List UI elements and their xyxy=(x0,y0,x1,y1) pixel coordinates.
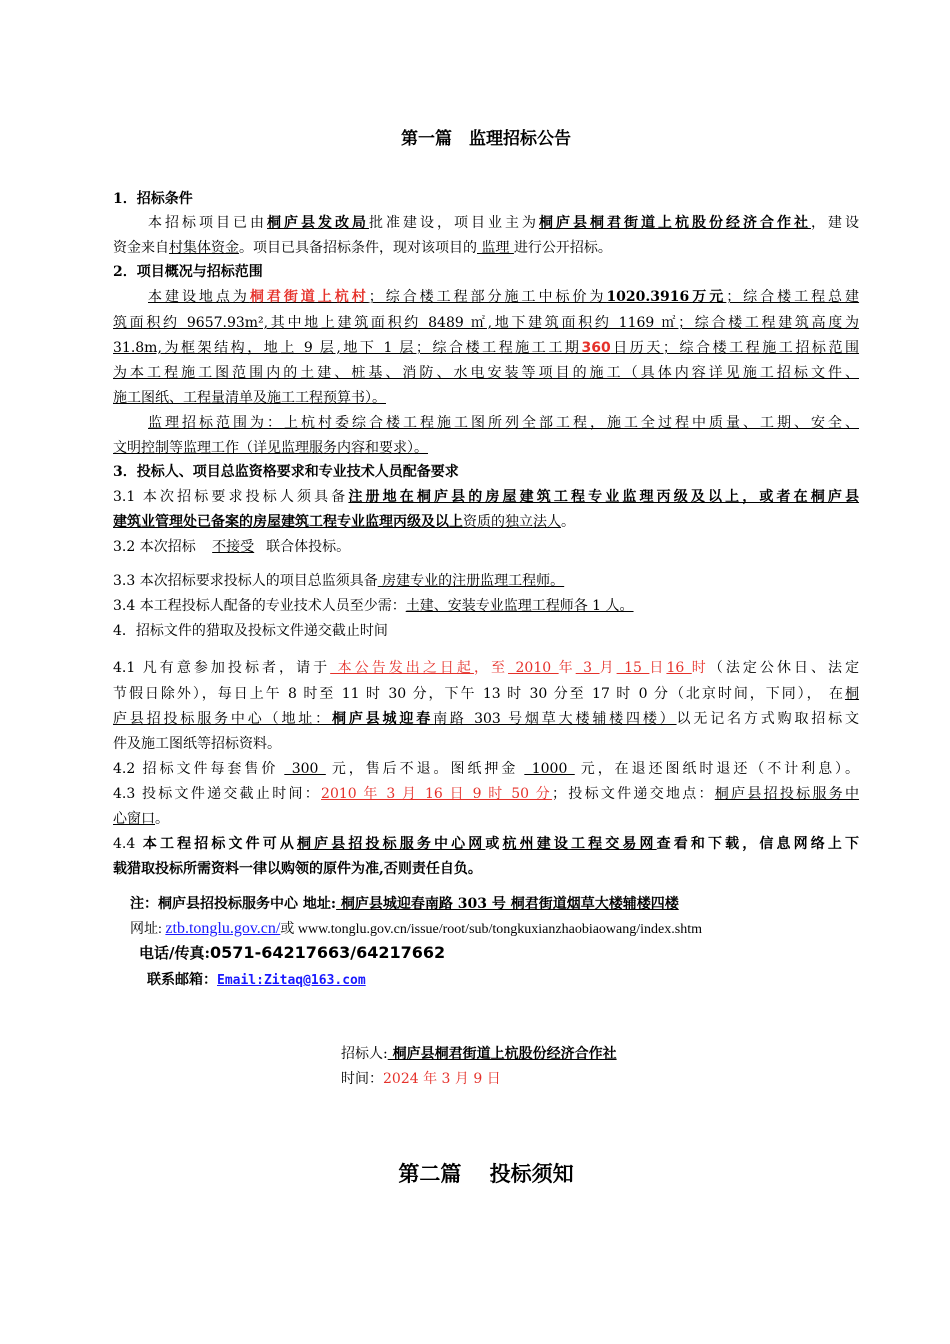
s4-heading: 4．招标文件的猎取及投标文件递交截止时间 xyxy=(113,623,388,639)
s2-line6: 监理招标范围为：上杭村委综合楼工程施工图所列全部工程，施工全过程中质量、工期、安全、 xyxy=(148,415,859,431)
note-phone: 电话/传真:0571-64217663/64217662 xyxy=(139,943,446,962)
note-email: 联系邮箱：Email:Zitaq@163.com xyxy=(147,972,366,988)
part2-title: 第二篇 投标须知 xyxy=(398,1162,574,1186)
s4-line9: 载猎取投标所需资料一律以购领的原件为准,否则责任自负。 xyxy=(113,861,482,877)
s4-line5: 4.2 招标文件每套售价 300 元，售后不退。图纸押金 1000 元，在退还图纸时退还（不计利息）。 xyxy=(113,761,859,777)
s1-heading: 1．招标条件 xyxy=(113,191,193,207)
signoff-date: 时间：2024 年 3 月 9 日 xyxy=(341,1071,501,1087)
email-link[interactable]: Email:Zitaq@163.com xyxy=(217,973,366,988)
s1-line1: 本招标项目已由桐庐县发改局批准建设，项目业主为桐庐县桐君街道上杭股份经济合作社，建设 xyxy=(148,215,859,231)
s4-line8: 4.4 本工程招标文件可从桐庐县招投标服务中心网或杭州建设工程交易网查看和下载，信息网络上下 xyxy=(113,836,860,852)
s3-line4: 3.3 本次招标要求投标人的项目总监须具备 房建专业的注册监理工程师。 xyxy=(113,573,565,589)
s3-line1: 3.1 本次招标要求投标人须具备注册地在桐庐县的房屋建筑工程专业监理丙级及以上，或者在桐庐县 xyxy=(113,489,860,505)
s3-line2: 建筑业管理处已备案的房屋建筑工程专业监理丙级及以上资质的独立法人。 xyxy=(113,514,575,530)
part1-title: 第一篇 监理招标公告 xyxy=(401,129,571,149)
s2-line4: 为本工程施工图范围内的土建、桩基、消防、水电安装等项目的施工（具体内容详见施工招标文件、 xyxy=(113,365,859,381)
s2-line2: 筑面积约 9657.93m²,其中地上建筑面积约 8489 ㎡,地下建筑面积约 1169 ㎡；综合楼工程建筑高度为 xyxy=(113,315,859,331)
s3-line5: 3.4 本工程投标人配备的专业技术人员至少需：土建、安装专业监理工程师各 1 人。 xyxy=(113,598,634,614)
s3-heading: 3．投标人、项目总监资格要求和专业技术人员配备要求 xyxy=(113,464,459,480)
s2-line7: 文明控制等监理工作（详见监理服务内容和要求）。 xyxy=(113,440,428,456)
s4-line1: 4.1 凡有意参加投标者，请于 本公告发出之日起，至 2010 年 3 月 15 日16 时（法定公休日、法定 xyxy=(113,660,860,676)
website-link[interactable]: ztb.tonglu.gov.cn/ xyxy=(165,920,281,937)
s3-line3: 3.2 本次招标 不接受 联合体投标。 xyxy=(113,539,351,555)
s2-line3: 31.8m,为框架结构，地上 9 层,地下 1 层；综合楼工程施工工期360日历天；综合楼工程施工招标范围 xyxy=(113,340,860,356)
s4-line6: 4.3 投标文件递交截止时间：2010 年 3 月 16 日 9 时 50 分；投标文件递交地点：桐庐县招投标服务中 xyxy=(113,786,860,802)
s4-line3: 庐县招投标服务中心（地址：桐庐县城迎春南路 303 号烟草大楼辅楼四楼）以无记名方式购取招标文 xyxy=(113,711,860,727)
signoff-tenderer: 招标人: 桐庐县桐君街道上杭股份经济合作社 xyxy=(341,1046,617,1062)
s2-heading: 2．项目概况与招标范围 xyxy=(113,264,263,280)
s4-line2: 节假日除外），每日上午 8 时至 11 时 30 分，下午 13 时 30 分至 17 时 0 分（北京时间，下同）， 在桐 xyxy=(113,686,859,702)
s2-line5: 施工图纸、工程量清单及施工工程预算书）。 xyxy=(113,390,386,406)
note-website: 网址: ztb.tonglu.gov.cn/或 www.tonglu.gov.cn/issue/root/sub/tongkuxianzhaobiaowang/index.shtm xyxy=(130,920,702,937)
s2-line1: 本建设地点为桐君街道上杭村；综合楼工程部分施工中标价为1020.3916万元；综合楼工程总建 xyxy=(148,289,860,305)
s1-line2: 资金来自村集体资金。项目已具备招标条件，现对该项目的 监理 进行公开招标。 xyxy=(113,240,612,256)
s4-line7: 心窗口。 xyxy=(113,811,169,827)
s4-line4: 件及施工图纸等招标资料。 xyxy=(113,736,281,752)
note-address: 注：桐庐县招投标服务中心 地址: 桐庐县城迎春南路 303 号 桐君街道烟草大楼辅楼四楼 xyxy=(130,896,679,912)
